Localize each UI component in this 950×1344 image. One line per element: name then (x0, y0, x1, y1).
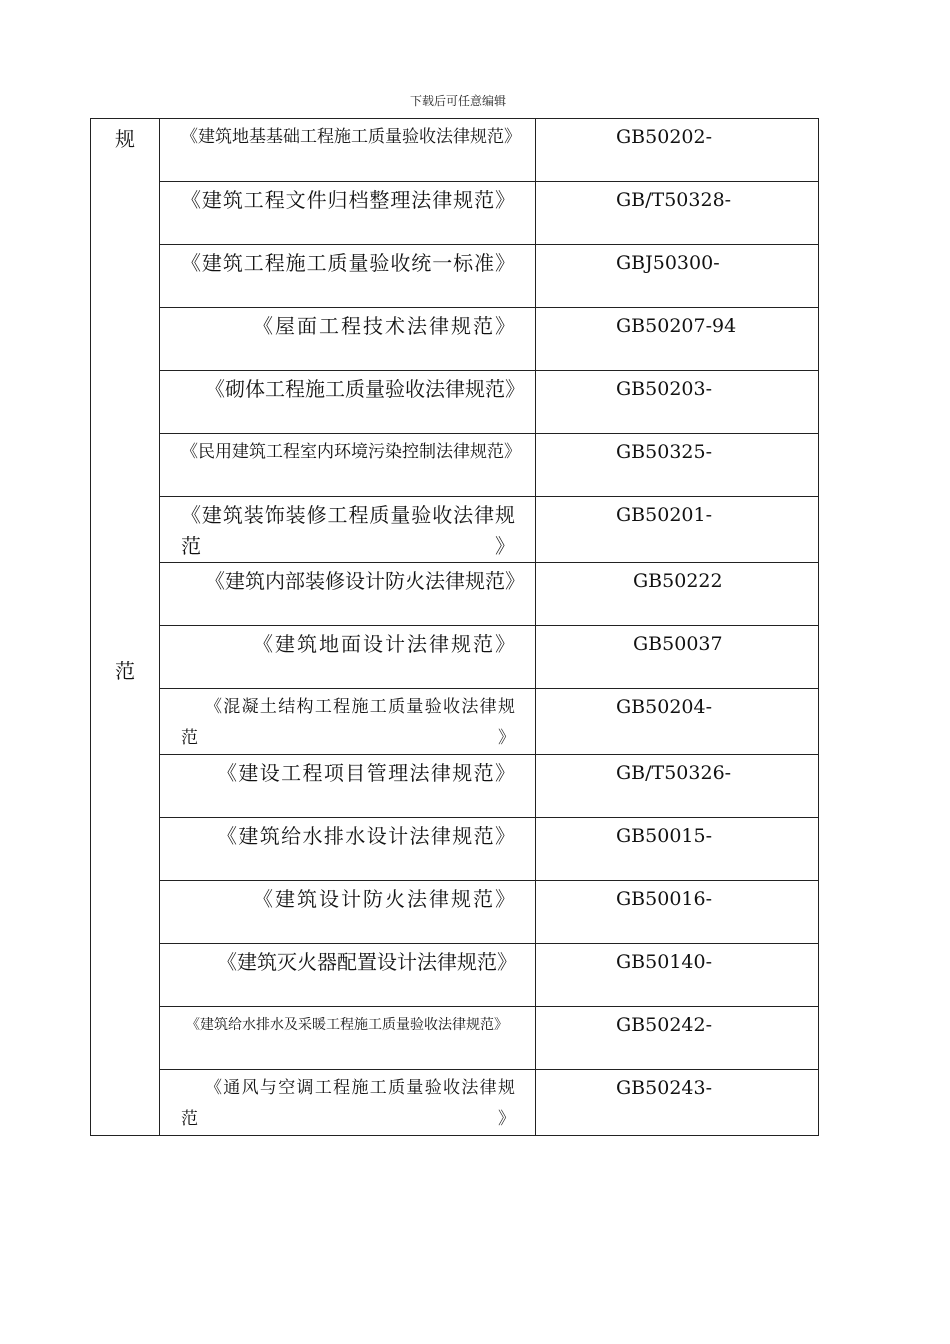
standard-code: GB50222 (633, 570, 723, 592)
standard-name-cell (160, 1007, 536, 1070)
standard-name: 《屋面工程技术法律规范》 (253, 314, 515, 338)
standard-code-cell (536, 881, 819, 944)
standard-name-cell (160, 119, 536, 182)
table-row (91, 371, 819, 434)
table-row (91, 1070, 819, 1136)
standard-name: 《建筑设计防火法律规范》 (253, 887, 515, 911)
table-row (91, 563, 819, 626)
standard-name-cell (160, 182, 536, 245)
standard-name-cell (160, 308, 536, 371)
table-row (91, 497, 819, 563)
standard-name: 《通风与空调工程施工质量验收法律规范》 (181, 1078, 515, 1129)
standard-code-cell (536, 818, 819, 881)
standard-code-cell (536, 1007, 819, 1070)
standard-name: 《建筑给水排水及采暖工程施工质量验收法律规范》 (186, 1017, 508, 1033)
standard-code: GB/T50326- (616, 762, 732, 784)
standard-code-cell (536, 755, 819, 818)
standard-code-cell (536, 119, 819, 182)
standard-code: GB50037 (633, 633, 723, 655)
standard-code-cell (536, 434, 819, 497)
header-note: 下载后可任意编辑 (409, 94, 506, 108)
standard-name-cell (160, 563, 536, 626)
standard-code: GB50016- (616, 888, 713, 910)
table-row (91, 818, 819, 881)
standard-code-cell (536, 944, 819, 1007)
standard-name-cell (160, 881, 536, 944)
standard-code-cell (536, 1070, 819, 1136)
standard-code: GB50203- (616, 378, 713, 400)
category-label-part1: 规 (115, 127, 135, 151)
standards-table (90, 118, 819, 1136)
standard-name: 《建筑装饰装修工程质量验收法律规范》 (181, 503, 515, 558)
standard-name-cell (160, 371, 536, 434)
standard-code: GB50204- (616, 696, 713, 718)
table-row (91, 182, 819, 245)
table-row (91, 944, 819, 1007)
standard-name-cell (160, 245, 536, 308)
table-row (91, 689, 819, 755)
table-row (91, 626, 819, 689)
standard-name: 《建筑地基基础工程施工质量验收法律规范》 (181, 127, 521, 147)
table-row (91, 119, 819, 182)
standard-code-cell (536, 626, 819, 689)
standard-name: 《民用建筑工程室内环境污染控制法律规范》 (181, 442, 521, 462)
standard-name-cell (160, 689, 536, 755)
standard-code: GB/T50328- (616, 189, 732, 211)
standard-name: 《建设工程项目管理法律规范》 (217, 761, 515, 785)
table-row (91, 308, 819, 371)
standard-code-cell (536, 497, 819, 563)
standard-code-cell (536, 689, 819, 755)
standard-name-cell (160, 755, 536, 818)
table-row (91, 1007, 819, 1070)
standard-code: GB50325- (616, 441, 713, 463)
table-row (91, 434, 819, 497)
table-row (91, 755, 819, 818)
standard-code: GB50243- (616, 1077, 713, 1099)
standard-code: GB50140- (616, 951, 713, 973)
standard-code-cell (536, 245, 819, 308)
standard-name-cell (160, 626, 536, 689)
table-row (91, 881, 819, 944)
standard-name: 《建筑工程施工质量验收统一标准》 (181, 251, 515, 275)
table-row (91, 245, 819, 308)
standard-name-cell (160, 818, 536, 881)
standard-name-cell (160, 944, 536, 1007)
standard-name: 《建筑工程文件归档整理法律规范》 (181, 188, 515, 212)
standard-code-cell (536, 182, 819, 245)
standard-code: GBJ50300- (616, 252, 720, 274)
category-cell (91, 119, 160, 1136)
standard-name-cell (160, 1070, 536, 1136)
standard-name-cell (160, 434, 536, 497)
standard-code-cell (536, 308, 819, 371)
standard-code-cell (536, 563, 819, 626)
standard-code: GB50242- (616, 1014, 713, 1036)
standard-code-cell (536, 371, 819, 434)
standard-name: 《建筑地面设计法律规范》 (253, 632, 515, 656)
standard-name: 《建筑给水排水设计法律规范》 (217, 824, 515, 848)
standard-name: 《混凝土结构工程施工质量验收法律规范》 (181, 697, 515, 748)
standard-name: 《建筑灭火器配置设计法律规范》 (217, 950, 517, 974)
standard-code: GB50201- (616, 504, 713, 526)
standard-name: 《建筑内部装修设计防火法律规范》 (205, 569, 525, 593)
standard-code: GB50207-94 (616, 315, 737, 337)
standard-code: GB50202- (616, 126, 713, 148)
standard-name-cell (160, 497, 536, 563)
category-label-part2: 范 (115, 659, 135, 683)
standard-code: GB50015- (616, 825, 713, 847)
standard-name: 《砌体工程施工质量验收法律规范》 (205, 377, 525, 401)
